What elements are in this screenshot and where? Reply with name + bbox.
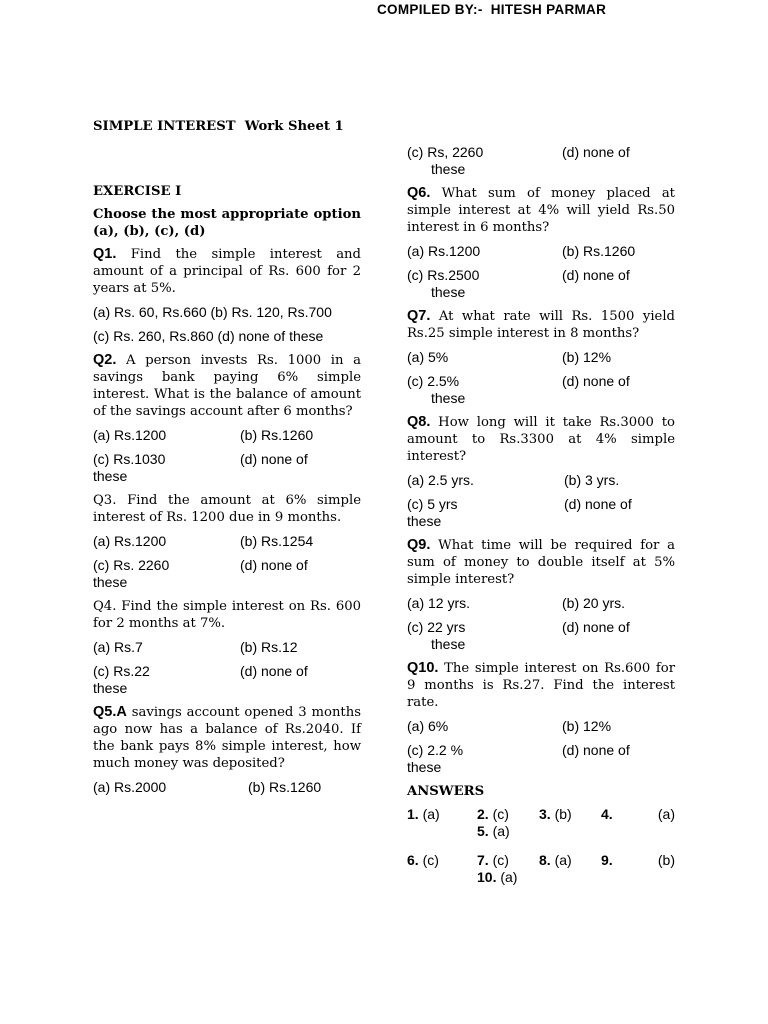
option-d-cont: these (431, 390, 466, 406)
q9-options (407, 595, 675, 653)
q5-options-ab (93, 779, 361, 796)
option-a: (a) 5% (407, 349, 449, 365)
option-d-cont: these (431, 284, 466, 300)
q3-options (93, 533, 361, 591)
question-text: Find the simple interest and amount of a principal of Rs. 600 for 2 years at 5%. (93, 247, 361, 296)
option-b: (b) Rs.1260 (248, 779, 322, 795)
answer-item: 4. (a) (601, 806, 675, 822)
option-c: (c) Rs, 2260 (407, 144, 484, 160)
answer-item: 3. (b) (539, 806, 572, 822)
option-a: (a) 12 yrs. (407, 595, 471, 611)
q1-options-ab: (a) Rs. 60, Rs.660 (b) Rs. 120, Rs.700 (93, 304, 332, 320)
question-number: Q9. (407, 537, 431, 553)
question-number: Q1. (93, 246, 117, 262)
option-d-cont: these (93, 468, 128, 484)
question-text: How long will it take Rs.3000 to amount to Rs.3300 at 4% simple interest? (407, 415, 675, 464)
option-d: (d) none of (240, 557, 308, 573)
question-7 (407, 308, 675, 342)
answers-row-1 (407, 806, 675, 840)
option-b: (b) Rs.1260 (562, 243, 636, 259)
question-text: At what rate will Rs. 1500 yield Rs.25 simple interest in 8 months? (407, 309, 675, 341)
q4-options (93, 639, 361, 697)
option-b: (b) 3 yrs. (564, 472, 620, 488)
question-text: A person invests Rs. 1000 in a savings bank paying 6% simple interest. What is the balance of amount of the savings account after 6 months? (93, 353, 361, 419)
question-number: Q8. (407, 414, 431, 430)
answer-item: 8. (a) (539, 852, 572, 868)
question-6 (407, 185, 675, 236)
question-text: What time will be required for a sum of money to double itself at 5% simple interest? (407, 538, 675, 587)
option-a: (a) 6% (407, 718, 449, 734)
option-d-cont: these (93, 574, 128, 590)
question-text: savings account opened 3 months ago now has a balance of Rs.2040. If the bank pays 8% simple interest, how much money was deposited? (93, 705, 361, 771)
answer-item: 6. (c) (407, 852, 439, 868)
option-b: (b) 20 yrs. (562, 595, 626, 611)
answers-heading: ANSWERS (407, 784, 485, 799)
right-column (407, 144, 675, 898)
question-3: Q3. Find the amount at 6% simple interest of Rs. 1200 due in 9 months. (93, 493, 361, 525)
option-a: (a) Rs.1200 (407, 243, 481, 259)
option-c: (c) 2.5% (407, 373, 460, 389)
question-number: Q7. (407, 308, 431, 324)
question-text: The simple interest on Rs.600 for 9 months is Rs.27. Find the interest rate. (407, 661, 675, 710)
answer-item: 7. (c) 10. (a) (477, 852, 518, 885)
option-d-cont: these (407, 759, 442, 775)
option-c: (c) Rs.1030 (93, 451, 166, 467)
option-b: (b) Rs.1254 (240, 533, 314, 549)
option-c: (c) 22 yrs (407, 619, 466, 635)
question-5 (93, 704, 361, 772)
option-d: (d) none of (562, 619, 630, 635)
option-a: (a) Rs.7 (93, 639, 143, 655)
option-b: (b) Rs.1260 (240, 427, 314, 443)
option-a: (a) 2.5 yrs. (407, 472, 474, 488)
question-4: Q4. Find the simple interest on Rs. 600 for 2 months at 7%. (93, 599, 361, 631)
option-d: (d) none of (240, 451, 308, 467)
option-d: (d) none of (564, 496, 632, 512)
option-b: (b) Rs.12 (240, 639, 298, 655)
option-d: (d) none of (562, 742, 630, 758)
option-d: (d) none of (240, 663, 308, 679)
option-a: (a) Rs.1200 (93, 533, 167, 549)
option-d-cont: these (93, 680, 128, 696)
question-number: Q5.A (93, 704, 127, 720)
q5-options-cd (407, 144, 675, 178)
q8-options (407, 472, 675, 530)
question-10 (407, 660, 675, 711)
question-text: What sum of money placed at simple interest at 4% will yield Rs.50 interest in 6 months? (407, 186, 675, 235)
answer-item: 9. (b) (601, 852, 675, 868)
question-8 (407, 414, 675, 465)
answer-item: 1. (a) (407, 806, 440, 822)
option-d: (d) none of (562, 267, 630, 283)
q2-options (93, 427, 361, 485)
option-d-cont: these (407, 513, 442, 529)
option-c: (c) 5 yrs (407, 496, 458, 512)
option-b: (b) 12% (562, 349, 612, 365)
q1-options-cd: (c) Rs. 260, Rs.860 (d) none of these (93, 328, 324, 344)
instruction-text: Choose the most appropriate option (a), (b), (c), (d) (93, 207, 361, 239)
option-d: (d) none of (562, 373, 630, 389)
option-d-cont: these (431, 161, 466, 177)
question-number: Q2. (93, 352, 117, 368)
question-1 (93, 246, 361, 297)
option-b: (b) 12% (562, 718, 612, 734)
option-a: (a) Rs.2000 (93, 779, 167, 795)
q6-options (407, 243, 675, 301)
q7-options (407, 349, 675, 407)
option-d: (d) none of (562, 144, 630, 160)
worksheet-title: SIMPLE INTEREST Work Sheet 1 (93, 119, 344, 134)
option-a: (a) Rs.1200 (93, 427, 167, 443)
option-d-cont: these (431, 636, 466, 652)
exercise-heading: EXERCISE I (93, 184, 182, 199)
option-c: (c) Rs. 2260 (93, 557, 170, 573)
answer-item: 2. (c) 5. (a) (477, 806, 510, 839)
answers-row-2 (407, 852, 675, 886)
q10-options (407, 718, 675, 776)
question-number: Q10. (407, 660, 439, 676)
question-2 (93, 352, 361, 420)
option-c: (c) Rs.22 (93, 663, 150, 679)
option-c: (c) 2.2 % (407, 742, 464, 758)
compiled-by-header: COMPILED BY:- HITESH PARMAR (377, 2, 607, 17)
question-9 (407, 537, 675, 588)
option-c: (c) Rs.2500 (407, 267, 480, 283)
left-column (93, 118, 361, 803)
question-number: Q6. (407, 185, 431, 201)
